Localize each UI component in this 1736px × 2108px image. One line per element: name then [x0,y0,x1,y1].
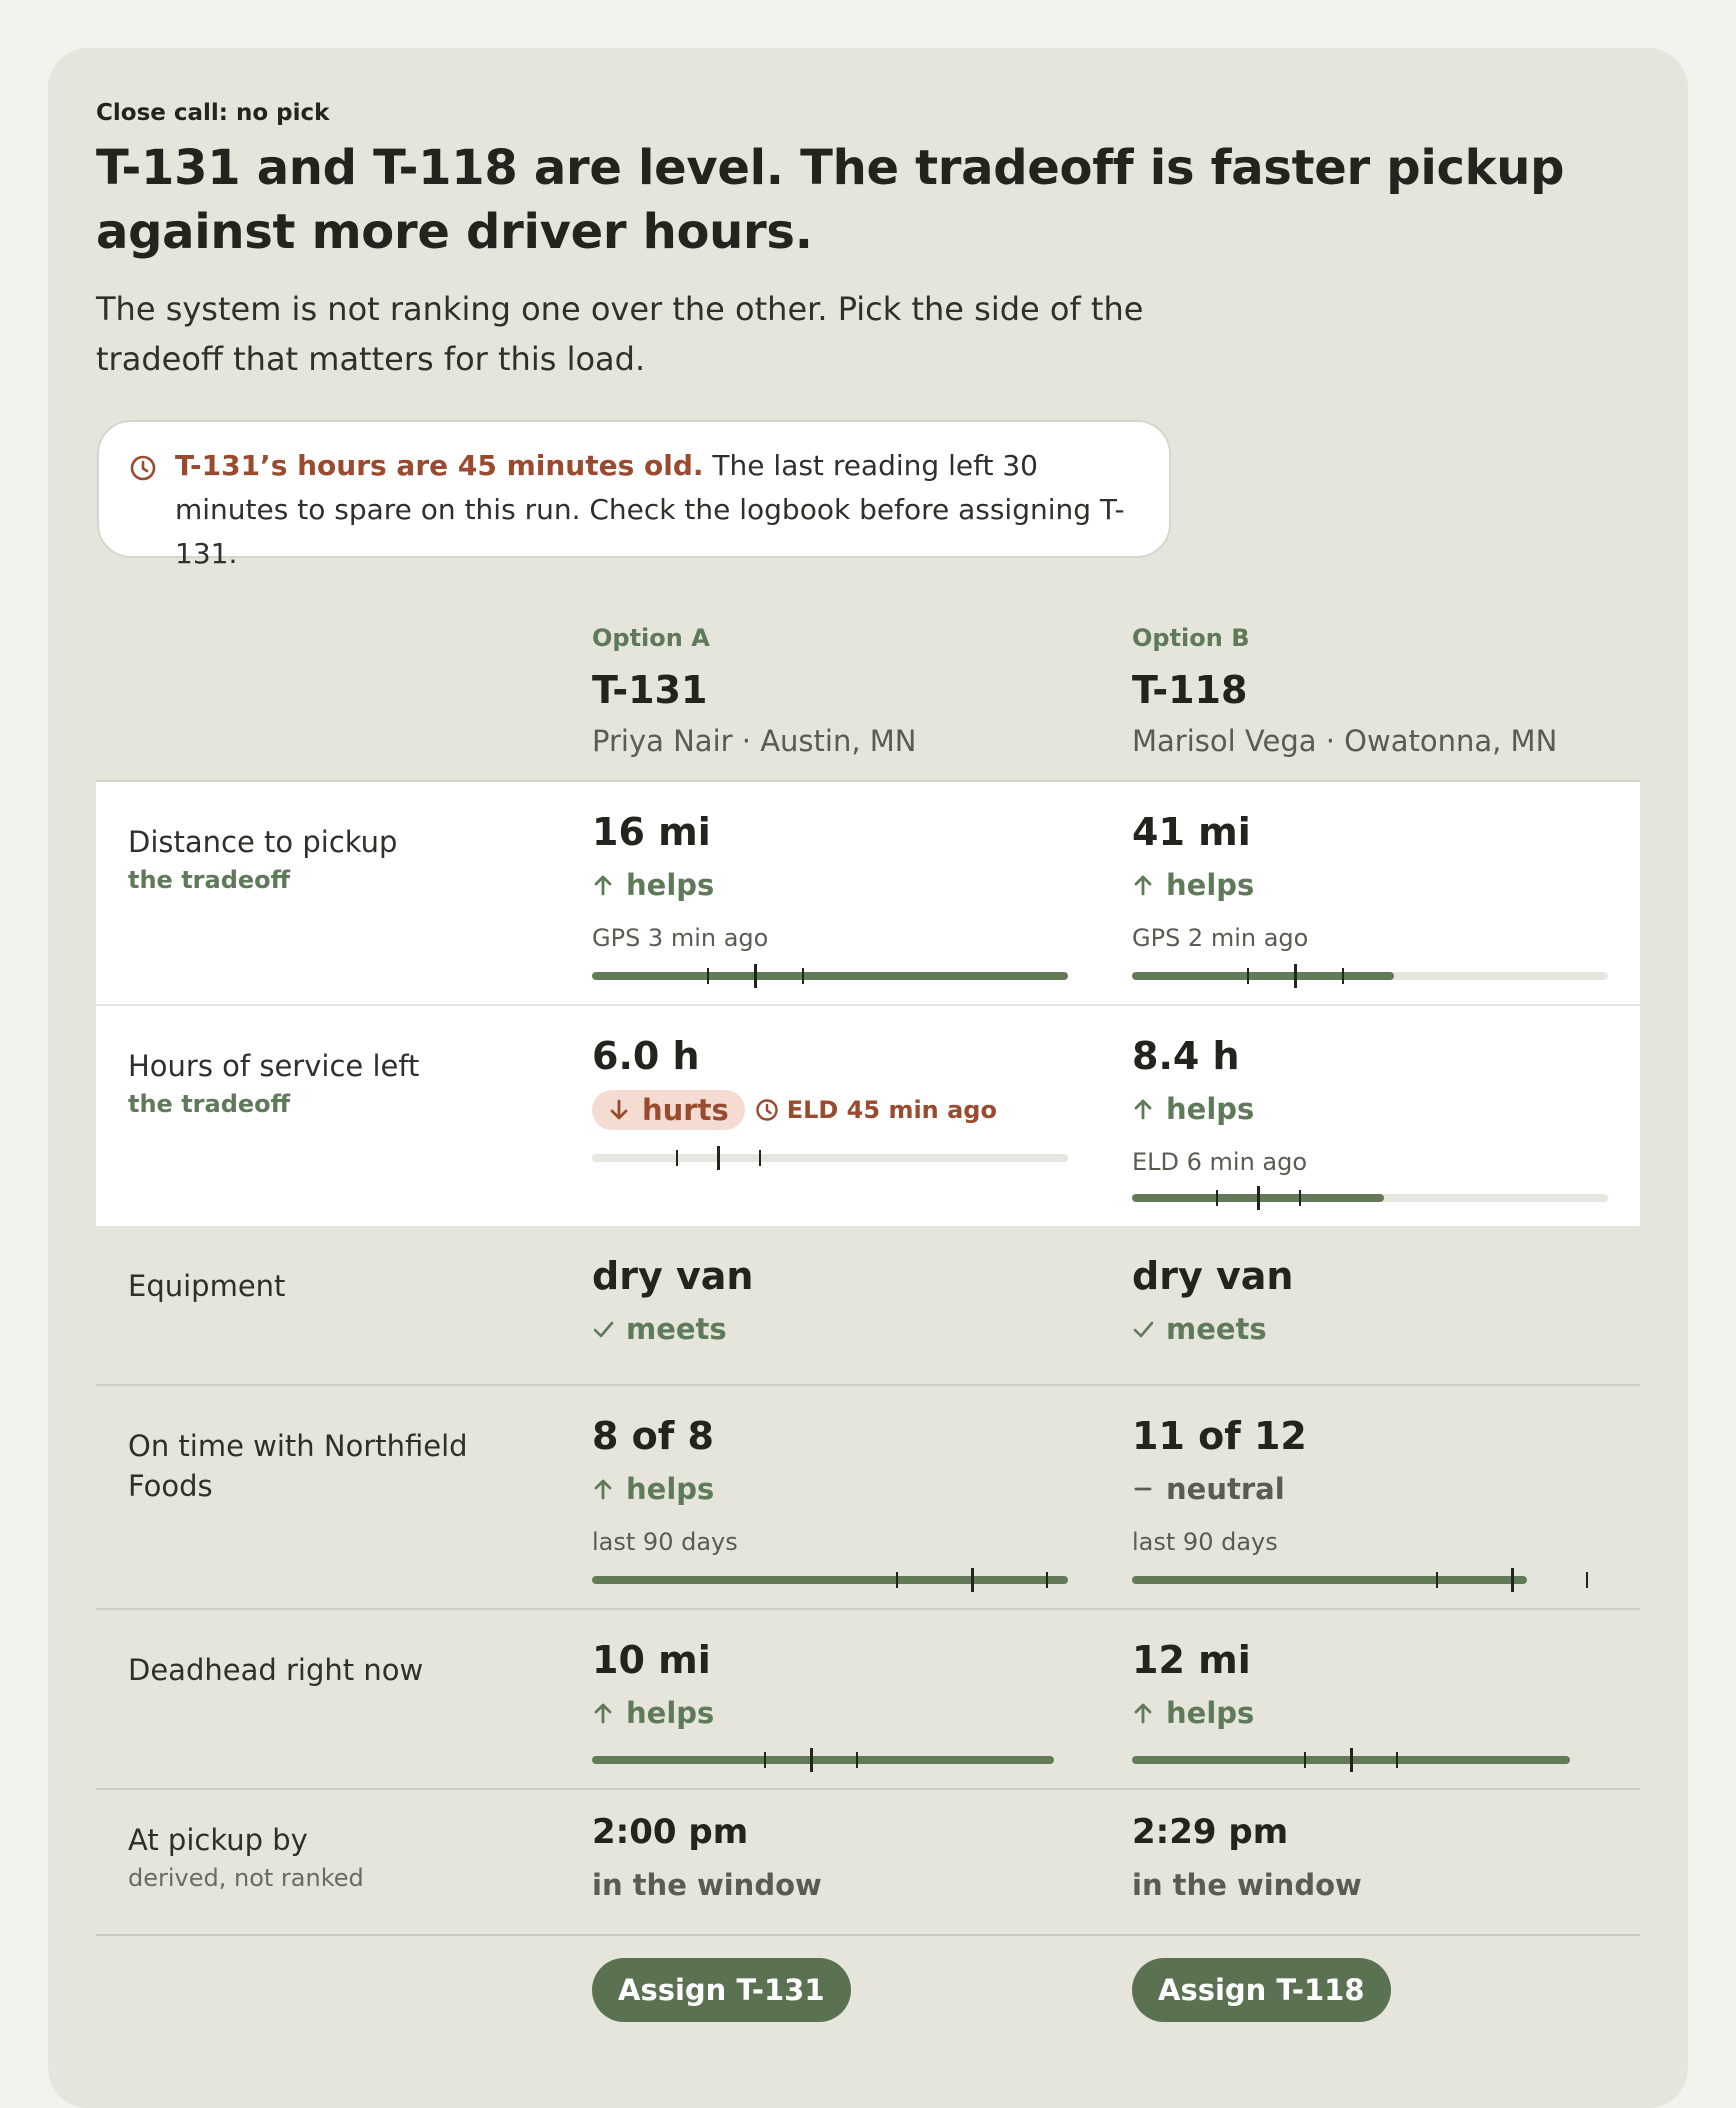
meter-bar [1132,956,1608,996]
meter-bar [1132,1560,1608,1600]
value: 16 mi [592,810,711,854]
option-b-header [1132,624,1652,758]
meter-bar [592,956,1068,996]
check-icon [592,1318,614,1340]
arrow-up-icon [592,873,614,897]
verdict-window: in the window [592,1868,822,1902]
value: 41 mi [1132,810,1251,854]
assign-t131-button[interactable]: Assign T-131 [592,1958,851,2022]
row-equipment [96,1226,1640,1384]
option-b-eyebrow: Option B [1132,624,1250,652]
arrow-up-icon [592,1477,614,1501]
option-a-header [592,624,1112,758]
divider [96,1934,1640,1936]
meter-bar [1132,1178,1608,1218]
notice-rest: The last reading left 30 minutes to spare on this run. Check the logbook before assigning T-131. [175,449,1125,570]
row-note: the tradeoff [128,866,291,894]
meter-bar [592,1138,1068,1178]
row-label: At pickup by [128,1823,308,1857]
verdict-helps: helps [1132,1696,1254,1730]
option-b-driver: Marisol Vega · Owatonna, MN [1132,724,1558,758]
verdict-neutral: neutral [1132,1472,1285,1506]
row-label: Distance to pickup [128,825,398,859]
row-label: Hours of service left [128,1049,420,1083]
value: 12 mi [1132,1638,1251,1682]
verdict-meets: meets [592,1312,727,1346]
stale-eld-flag: ELD 45 min ago [755,1096,997,1124]
notice-text [175,444,1155,576]
row-distance [96,780,1640,1004]
value: 2:00 pm [592,1812,749,1852]
arrow-up-icon [592,1701,614,1725]
row-label: Deadhead right now [128,1653,424,1687]
clock-icon [129,454,157,482]
row-pickup-time [96,1788,1640,1934]
row-note: derived, not ranked [128,1864,364,1892]
verdict-helps: helps [1132,868,1254,902]
arrow-up-icon [1132,873,1154,897]
headline: T-131 and T-118 are level. The tradeoff is faster pickup against more driver hours. [96,140,1565,260]
meter-bar [592,1560,1068,1600]
option-a-id: T-131 [592,668,708,712]
option-a-eyebrow: Option A [592,624,710,652]
row-label: On time with Northfield Foods [128,1429,468,1503]
meta: GPS 3 min ago [592,924,769,952]
value: 10 mi [592,1638,711,1682]
row-label: Equipment [128,1269,286,1303]
verdict-meets: meets [1132,1312,1267,1346]
verdict-helps: helps [1132,1092,1254,1126]
value: dry van [1132,1254,1294,1298]
option-a-driver: Priya Nair · Austin, MN [592,724,917,758]
row-hours [96,1004,1640,1226]
clock-icon [755,1098,779,1122]
value: 8 of 8 [592,1414,714,1458]
eyebrow: Close call: no pick [96,100,330,126]
meta: last 90 days [1132,1528,1278,1556]
dash-icon [1132,1478,1154,1500]
value: 11 of 12 [1132,1414,1307,1458]
value: 8.4 h [1132,1034,1240,1078]
verdict-helps: helps [592,1472,714,1506]
row-deadhead [96,1608,1640,1788]
option-b-id: T-118 [1132,668,1248,712]
row-note: the tradeoff [128,1090,291,1118]
value: 2:29 pm [1132,1812,1289,1852]
hurts-badge: hurts [592,1090,745,1130]
verdict-helps: helps [592,1696,714,1730]
notice-strong: T-131’s hours are 45 minutes old. [175,449,704,482]
meta: ELD 6 min ago [1132,1148,1308,1176]
meter-bar [1132,1740,1608,1780]
arrow-up-icon [1132,1701,1154,1725]
subhead: The system is not ranking one over the other. Pick the side of the tradeoff that matters for this load. [96,290,1144,378]
arrow-up-icon [1132,1097,1154,1121]
verdict-hurts [592,1090,997,1130]
row-on-time [96,1384,1640,1608]
verdict-window: in the window [1132,1868,1362,1902]
verdict-helps: helps [592,868,714,902]
meter-bar [592,1740,1068,1780]
assign-t118-button[interactable]: Assign T-118 [1132,1958,1391,2022]
arrow-down-icon [608,1098,630,1122]
meta: last 90 days [592,1528,738,1556]
meta: GPS 2 min ago [1132,924,1309,952]
value: dry van [592,1254,754,1298]
value: 6.0 h [592,1034,700,1078]
stale-data-notice [97,420,1171,570]
check-icon [1132,1318,1154,1340]
